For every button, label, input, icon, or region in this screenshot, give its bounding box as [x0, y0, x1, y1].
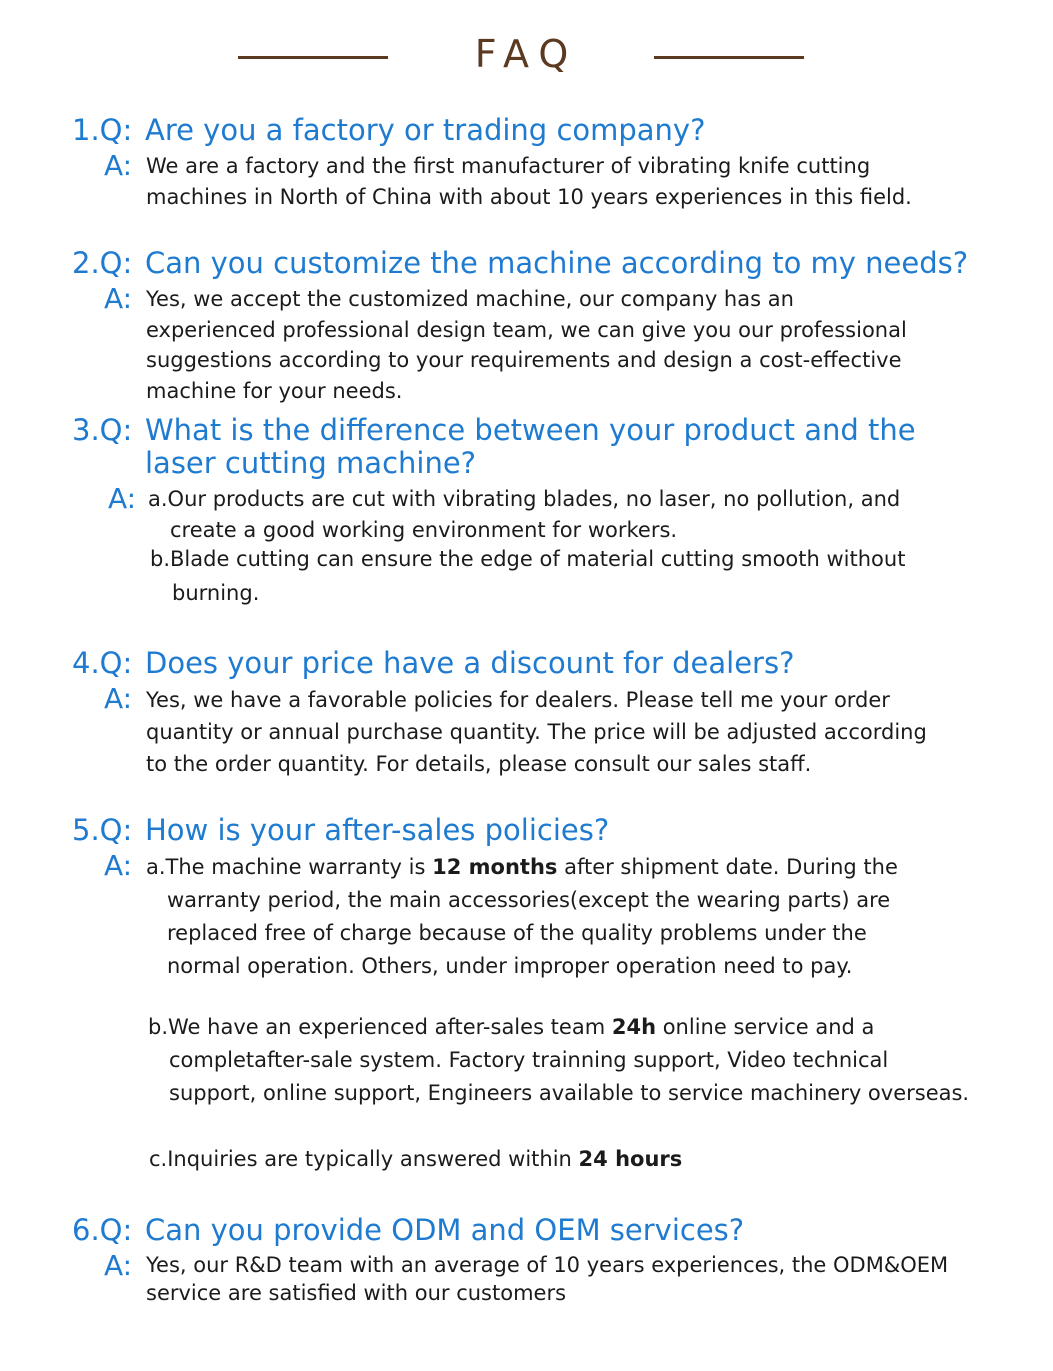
answer-label: A:: [104, 282, 133, 315]
question-number: 3.Q:: [72, 413, 133, 447]
question-text: What is the difference between your product and the: [145, 413, 916, 447]
answer-line: b.Blade cutting can ensure the edge of material cutting smooth without: [150, 547, 906, 571]
answer-line: burning.: [172, 580, 260, 605]
answer-label: A:: [104, 149, 133, 182]
answer-label: A:: [104, 1249, 133, 1282]
answer-line: create a good working environment for workers.: [170, 517, 678, 542]
answer-line: machines in North of China with about 10 years experiences in this field.: [146, 184, 912, 209]
faq-answer-4: [146, 684, 927, 780]
online-service-hours: 24h: [611, 1015, 657, 1039]
question-number: 5.Q:: [72, 813, 133, 847]
faq-header: [0, 28, 1053, 88]
answer-line: replaced free of charge because of the quality problems under the: [167, 921, 867, 945]
answer-text: a.The machine warranty is: [146, 855, 433, 879]
answer-text: after shipment date. During the: [557, 855, 898, 879]
faq-answer-2: [146, 284, 907, 406]
answer-line: to the order quantity. For details, please consult our sales staff.: [146, 752, 812, 776]
faq-answer-1: [146, 151, 912, 212]
page-title: FAQ: [474, 32, 579, 76]
faq-answer-5c: [149, 1144, 682, 1175]
answer-text: c.Inquiries are typically answered within: [149, 1147, 579, 1171]
answer-line: [149, 1144, 682, 1175]
answer-line: [146, 851, 898, 884]
answer-line: Yes, we have a favorable policies for dealers. Please tell me your order: [146, 688, 890, 712]
question-text: Can you customize the machine according to my needs?: [145, 246, 969, 280]
answer-label: A:: [104, 682, 133, 715]
response-time: 24 hours: [578, 1147, 683, 1171]
answer-line: service are satisfied with our customers: [146, 1281, 567, 1305]
question-number: 4.Q:: [72, 646, 133, 680]
answer-text: online service and a: [656, 1015, 875, 1039]
answer-line: suggestions according to your requirements and design a cost-effective: [146, 348, 902, 372]
warranty-period: 12 months: [432, 855, 558, 879]
question-number: 1.Q:: [72, 113, 133, 147]
answer-text: b.We have an experienced after-sales team: [148, 1015, 612, 1039]
answer-line: support, online support, Engineers available to service machinery overseas.: [169, 1081, 970, 1105]
faq-answer-5a: [146, 851, 898, 983]
answer-line: experienced professional design team, we can give you our professional: [146, 317, 907, 342]
answer-line: warranty period, the main accessories(except the wearing parts) are: [167, 888, 891, 912]
faq-answer-6: [146, 1251, 948, 1307]
faq-answer-5b: [148, 1011, 969, 1110]
faq-answer-3b: [150, 544, 905, 608]
question-number: 6.Q:: [72, 1213, 133, 1247]
faq-answer-3a: [148, 484, 900, 545]
answer-line: machine for your needs.: [146, 378, 403, 403]
answer-label: A:: [104, 849, 133, 882]
answer-line: a.Our products are cut with vibrating blades, no laser, no pollution, and: [148, 487, 901, 511]
question-text: Does your price have a discount for dealers?: [145, 646, 795, 680]
answer-line: quantity or annual purchase quantity. The price will be adjusted according: [146, 720, 927, 744]
answer-line: completafter-sale system. Factory trainning support, Video technical: [169, 1048, 889, 1072]
answer-line: Yes, our R&D team with an average of 10 years experiences, the ODM&OEM: [146, 1253, 949, 1277]
question-text: How is your after-sales policies?: [145, 813, 610, 847]
answer-line: [148, 1011, 969, 1044]
question-text: Can you provide ODM and OEM services?: [145, 1213, 745, 1247]
answer-label: A:: [108, 482, 137, 515]
answer-line: Yes, we accept the customized machine, our company has an: [146, 287, 794, 311]
question-text: Are you a factory or trading company?: [145, 113, 706, 147]
answer-line: We are a factory and the first manufacturer of vibrating knife cutting: [146, 154, 871, 178]
question-number: 2.Q:: [72, 246, 133, 280]
header-rule-right: [654, 56, 804, 59]
question-text-line-2: laser cutting machine?: [145, 446, 477, 480]
answer-line: normal operation. Others, under improper operation need to pay.: [167, 954, 853, 978]
